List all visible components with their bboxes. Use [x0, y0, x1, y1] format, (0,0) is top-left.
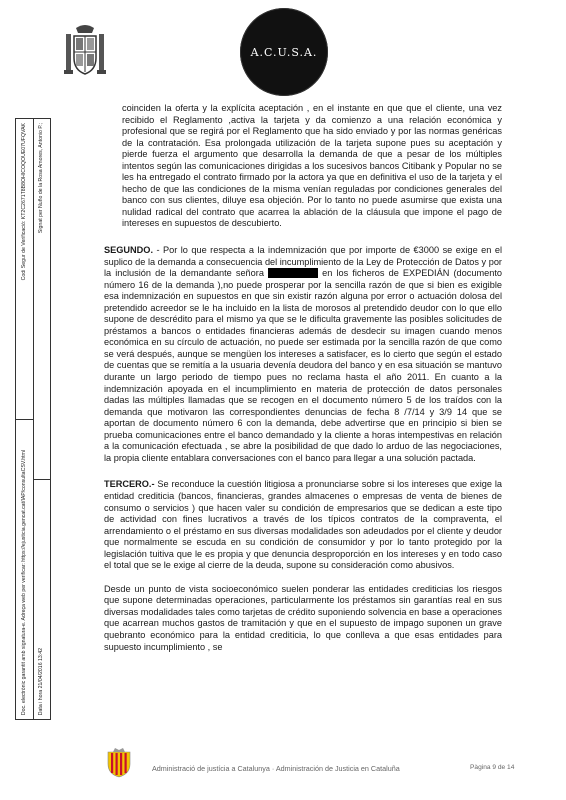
stamp-verification-url: Doc. electrònic garantit amb signatura-e. Adreça web per verificar: https://ejusticia.gencat.cat/IAP/consultaCSV.html — [21, 449, 27, 715]
generalitat-catalunya-icon — [104, 746, 134, 778]
stamp-date-time: Data i hora 21/04/2016 13:42 — [38, 647, 44, 715]
paragraph-tercero — [104, 479, 502, 571]
paragraph-4: Desde un punto de vista socioeconómico suelen ponderar las entidades crediticias los riesgos que supone determinadas operaciones, particularmente los préstamos sin garantías real en sus diversas modalidades tales como tarjetas de crédito suponiendo solvencia en base a operaciones que acarrean muchos gastos de tramitación y que en el supuesto de impago suponen un grave quebranto económico para la entidad crediticia, lo que conlleva a que esas entidades para supuesto incumplimiento , se — [104, 583, 502, 652]
footer-institution: Administració de justícia a Catalunya · Administración de Justicia en Cataluña — [152, 764, 400, 773]
acusa-logo — [240, 8, 328, 96]
page-number: Pàgina 9 de 14 — [470, 764, 515, 771]
stamp-column-1 — [16, 119, 34, 719]
section-heading-segundo: SEGUNDO. — [104, 245, 154, 256]
section-heading-tercero: TERCERO.- — [104, 479, 155, 490]
spanish-coat-of-arms-icon — [62, 22, 108, 80]
paragraph-1: coinciden la oferta y la explícita aceptación , en el instante en que que el cliente, una vez recibido el Reglamento ,activa la tarjeta y da comienzo a una relación económica y profesional que se regirá por el Reglamento que ha sido enviado y por las normas genéricas de la contratación. Esa prolongada utilización de la tarjeta supone pues su aceptación y pierde fuerza el argumento que desarrolla la demanda de que a pesar de los múltiples intentos según las comunicaciones dirigidas a los sucesivos bancos Citibank y Popular no se les ha entregado el contrato firmado por la actora ya que en definitiva el uso de la tarjeta y el hecho de que las condiciones de la misma venían reguladas por condiciones generales del banco con sus clientes, diluye esa objeción. Por lo tanto no puede asumirse que exista una nulidad radical del contrato que acarrea la ablación de la cláusula que impone el pago de intereses en supuestos de descubierto. — [122, 103, 502, 229]
paragraph-segundo — [104, 245, 502, 464]
verification-stamp — [15, 118, 51, 720]
acusa-logo-text: A.C.U.S.A. — [250, 46, 318, 59]
paragraph-tercero-text: Se reconduce la cuestión litigiosa a pronunciarse sobre si los intereses que exige la entidad crediticia (bancos, financieras, grandes almacenes o empresas de venta de bienes de consumo o servicios ) que hacen valer su condición de empresarios que se dedican a este tipo de actividad con fines lucrativos a través de los típicos contratos de la compraventa, el arrendamiento o el préstamo en sus diversas modalidades son adeudados por el cliente y deudor que normalmente se escuda en su condición de consumidor y por lo tanto protegido por la legislación tuitiva que le es propia y que denuncia desproporción en los intereses y en todo caso el total que se le exige al cierre de la deuda, supone su consideración como abusivos. — [104, 479, 502, 571]
paragraph-segundo-text-2: en los ficheros de EXPEDIÁN (documento número 16 de la demanda ),no puede prosperar por la sencilla razón de que si bien es exigible esa indemnización en supuestos en que sin existir razón alguna por error o actuación dolosa del pretendido acreedor se le ha incluido en la lista de morosos al pretendido deudor con lo que ello supone de descrédito para el mismo ya que se le dificulta gravemente las posibles solicitudes de préstamos a bancos o entidades financieras además de desdecir su imagen cuando menos económica en su círculo de actuación, no puede ser estimada por la sencilla razón de que como se verá después, aunque se mengüen los intereses a satisfacer, es lo cierto que según el estado de cuentas que se remitía a la usuaria devenía deudora del banco y en esa situación se mantuvo durante un largo periodo de tiempo pues no reclama hasta el año 2011. En cuanto a la indemnización apoyada en el incumplimiento en materia de protección de datos personales dadas las múltiples llamadas que se recogen en el documento número 5 de los traídos con la demanda que motivaron las correspondientes denuncias de fecha 8 /7/14 y 3/9 14 que se aportan de documento número 6 con la demanda, debe advertirse que en principio si bien se prueba comunicaciones entre el banco demandado y la cliente a horas intempestivas en relación a la comunicación efectuada , se abre la posibilidad de que dado lo arduo de las negociaciones, la propia cliente entablara conversaciones con el banco para llegar a una solución pactada. — [104, 268, 502, 463]
document-body — [104, 103, 502, 653]
stamp-column-2 — [33, 119, 50, 719]
stamp-divider — [16, 419, 33, 420]
stamp-divider — [33, 479, 50, 480]
redacted-name — [268, 268, 318, 278]
stamp-signed-by: Signat per Nuño de la Rosa Amores, Antonio P.; — [38, 123, 44, 234]
paragraph-segundo-text-1: - Por lo que respecta a la indemnización que por importe de €3000 se exige en el suplico de la demanda a consecuencia del incumplimiento de la Ley de Protección de Datos y por la inclusión de la demandante señora — [104, 245, 502, 279]
stamp-csv-code: Codi Segur de Verificació: KT2C2671T8B8OHICOQOUE07UFQVAK — [21, 123, 27, 281]
